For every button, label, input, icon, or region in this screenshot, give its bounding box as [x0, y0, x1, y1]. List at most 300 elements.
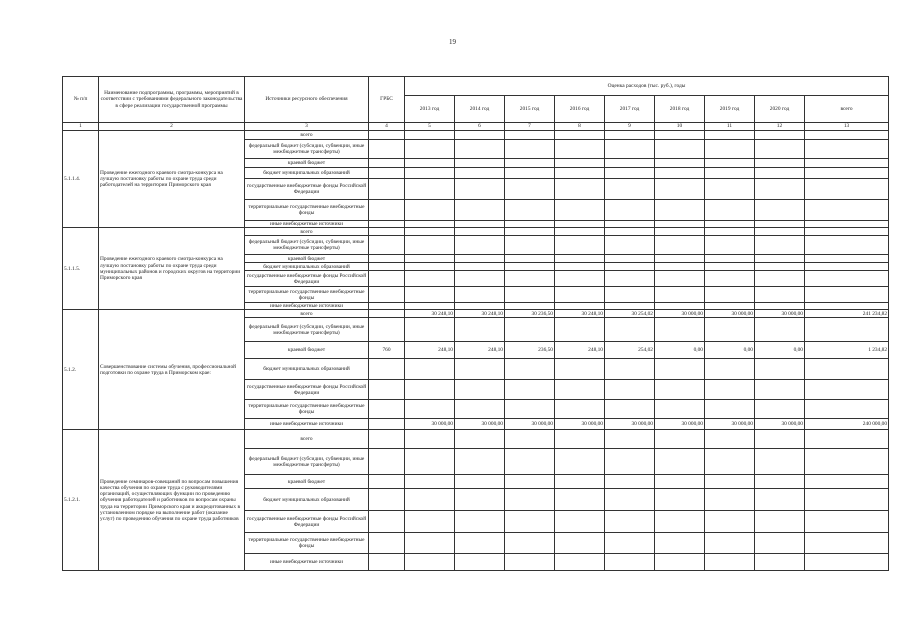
expense-value — [555, 263, 605, 271]
expense-value — [805, 131, 889, 140]
expense-value — [405, 131, 455, 140]
expense-value: 30 000,00 — [555, 419, 605, 430]
expense-value: 248,10 — [405, 342, 455, 359]
table-row — [63, 228, 889, 236]
expense-value — [705, 380, 755, 400]
expense-value: 30 254,02 — [605, 310, 655, 318]
expense-value: 30 000,00 — [455, 419, 505, 430]
expense-value — [455, 554, 505, 571]
grbs-code — [369, 140, 405, 159]
expense-value — [405, 140, 455, 159]
expense-value — [655, 359, 705, 380]
header-year: 2013 год — [405, 96, 455, 123]
expense-value — [455, 318, 505, 342]
expense-value — [405, 236, 455, 255]
funding-source: федеральный бюджет (субсидии, субвенции, иные межбюджетные трансферты) — [245, 140, 369, 159]
expense-value — [555, 159, 605, 168]
expense-value — [805, 263, 889, 271]
grbs-code — [369, 554, 405, 571]
grbs-code: 760 — [369, 342, 405, 359]
item-number: 5.1.1.4. — [63, 131, 99, 228]
expense-value — [705, 400, 755, 419]
header-year: 2018 год — [655, 96, 705, 123]
column-index: 7 — [505, 123, 555, 131]
expense-value — [505, 318, 555, 342]
funding-source: всего — [245, 430, 369, 449]
grbs-code — [369, 419, 405, 430]
expense-value — [705, 318, 755, 342]
expense-value — [755, 400, 805, 419]
header-year: 2014 год — [455, 96, 505, 123]
table-row — [63, 430, 889, 449]
expense-value: 30 000,00 — [655, 419, 705, 430]
expense-value — [805, 255, 889, 263]
grbs-code — [369, 271, 405, 287]
expense-value — [505, 131, 555, 140]
expense-value — [605, 271, 655, 287]
expense-value — [605, 228, 655, 236]
expense-value: 30 000,00 — [755, 419, 805, 430]
expense-value — [705, 131, 755, 140]
column-index: 8 — [555, 123, 605, 131]
expense-value — [605, 533, 655, 554]
expense-value — [755, 430, 805, 449]
expense-value — [805, 303, 889, 310]
expense-value — [505, 554, 555, 571]
expense-value — [655, 228, 705, 236]
expense-value — [555, 168, 605, 179]
funding-source: иные внебюджетные источники — [245, 221, 369, 228]
expense-value — [755, 228, 805, 236]
expense-value — [805, 554, 889, 571]
expense-value — [755, 140, 805, 159]
expense-value — [505, 140, 555, 159]
expense-value — [605, 263, 655, 271]
expense-value — [505, 179, 555, 200]
expense-value — [455, 380, 505, 400]
expense-value — [755, 271, 805, 287]
expense-value — [605, 380, 655, 400]
grbs-code — [369, 287, 405, 303]
expense-value — [505, 511, 555, 533]
expense-value — [405, 380, 455, 400]
expense-value — [505, 359, 555, 380]
expense-value — [505, 271, 555, 287]
funding-source: бюджет муниципальных образований — [245, 489, 369, 511]
expense-value — [705, 430, 755, 449]
expense-value — [405, 554, 455, 571]
expense-value: 30 000,00 — [505, 419, 555, 430]
grbs-code — [369, 511, 405, 533]
expense-value — [805, 533, 889, 554]
expense-value — [455, 159, 505, 168]
expense-value — [405, 271, 455, 287]
expense-value — [405, 287, 455, 303]
expense-value — [555, 359, 605, 380]
grbs-code — [369, 255, 405, 263]
header-year: 2015 год — [505, 96, 555, 123]
expense-value — [655, 179, 705, 200]
expense-value — [505, 449, 555, 475]
item-number: 5.1.1.5. — [63, 228, 99, 310]
grbs-code — [369, 318, 405, 342]
expense-value — [555, 140, 605, 159]
expense-value — [655, 131, 705, 140]
funding-source: краевой бюджет — [245, 342, 369, 359]
expense-value — [605, 236, 655, 255]
expense-value — [705, 359, 755, 380]
expense-value: 0,00 — [755, 342, 805, 359]
header-year: 2019 год — [705, 96, 755, 123]
expense-value — [655, 475, 705, 489]
expense-value — [505, 221, 555, 228]
expense-value — [555, 131, 605, 140]
header-name: Наименование подпрограммы, программы, мероприятий в соответствии с требованиями федерального законодательства в сфере реализации государственной программы — [99, 77, 245, 123]
header-num: № п/п — [63, 77, 99, 123]
expense-value: 30 000,00 — [705, 419, 755, 430]
expense-value — [555, 533, 605, 554]
expense-value — [455, 263, 505, 271]
funding-source: федеральный бюджет (субсидии, субвенции, иные межбюджетные трансферты) — [245, 318, 369, 342]
expense-value — [705, 533, 755, 554]
grbs-code — [369, 449, 405, 475]
grbs-code — [369, 131, 405, 140]
expense-value — [805, 359, 889, 380]
column-index: 1 — [63, 123, 99, 131]
expense-value: 30 000,00 — [405, 419, 455, 430]
grbs-code — [369, 400, 405, 419]
expense-value — [655, 263, 705, 271]
grbs-code — [369, 179, 405, 200]
funding-source: государственные внебюджетные фонды Российской Федерации — [245, 179, 369, 200]
funding-source: всего — [245, 131, 369, 140]
expense-value — [605, 400, 655, 419]
expense-value — [405, 359, 455, 380]
budget-table — [62, 76, 889, 571]
expense-value — [805, 489, 889, 511]
expense-value — [805, 221, 889, 228]
expense-value — [805, 179, 889, 200]
funding-source: территориальные государственные внебюджетные фонды — [245, 287, 369, 303]
expense-value — [705, 475, 755, 489]
expense-value — [455, 533, 505, 554]
funding-source: краевой бюджет — [245, 159, 369, 168]
expense-value — [455, 255, 505, 263]
expense-value — [455, 200, 505, 221]
column-index: 13 — [805, 123, 889, 131]
expense-value — [555, 287, 605, 303]
expense-value — [505, 430, 555, 449]
expense-value — [555, 318, 605, 342]
expense-value — [505, 200, 555, 221]
expense-value: 0,00 — [705, 342, 755, 359]
expense-value — [755, 159, 805, 168]
expense-value — [655, 449, 705, 475]
grbs-code — [369, 263, 405, 271]
expense-value — [605, 255, 655, 263]
expense-value — [505, 489, 555, 511]
expense-value — [605, 287, 655, 303]
grbs-code — [369, 475, 405, 489]
grbs-code — [369, 221, 405, 228]
expense-value — [655, 511, 705, 533]
grbs-code — [369, 489, 405, 511]
column-index: 2 — [99, 123, 245, 131]
column-index: 3 — [245, 123, 369, 131]
expense-value — [605, 221, 655, 228]
expense-value — [805, 168, 889, 179]
expense-value: 30 248,10 — [555, 310, 605, 318]
expense-value — [655, 271, 705, 287]
expense-value — [555, 236, 605, 255]
expense-value — [455, 303, 505, 310]
expense-value — [805, 200, 889, 221]
expense-value — [605, 511, 655, 533]
expense-value — [455, 511, 505, 533]
expense-value — [455, 400, 505, 419]
funding-source: территориальные государственные внебюджетные фонды — [245, 400, 369, 419]
expense-value — [805, 318, 889, 342]
expense-value: 240 000,00 — [805, 419, 889, 430]
expense-value — [755, 554, 805, 571]
expense-value — [755, 221, 805, 228]
expense-value — [605, 359, 655, 380]
expense-value — [705, 159, 755, 168]
expense-value — [505, 228, 555, 236]
funding-source: всего — [245, 310, 369, 318]
expense-value — [605, 168, 655, 179]
expense-value — [805, 140, 889, 159]
expense-value — [505, 533, 555, 554]
expense-value — [455, 271, 505, 287]
expense-value — [555, 271, 605, 287]
expense-value: 30 000,00 — [605, 419, 655, 430]
expense-value — [605, 449, 655, 475]
expense-value — [755, 179, 805, 200]
expense-value — [555, 255, 605, 263]
expense-value — [655, 255, 705, 263]
funding-source: государственные внебюджетные фонды Российской Федерации — [245, 380, 369, 400]
expense-value — [705, 271, 755, 287]
expense-value — [555, 400, 605, 419]
column-index-row — [63, 123, 889, 131]
expense-value — [755, 287, 805, 303]
header-source: Источники ресурсного обеспечения — [245, 77, 369, 123]
expense-value — [655, 140, 705, 159]
expense-value — [605, 200, 655, 221]
expense-value — [455, 236, 505, 255]
expense-value — [755, 359, 805, 380]
expense-value: 30 236,50 — [505, 310, 555, 318]
grbs-code — [369, 533, 405, 554]
expense-value — [655, 380, 705, 400]
expense-value — [655, 318, 705, 342]
grbs-code — [369, 430, 405, 449]
header-year: всего — [805, 96, 889, 123]
expense-value — [705, 179, 755, 200]
expense-value — [405, 475, 455, 489]
expense-value — [755, 511, 805, 533]
expense-value — [705, 511, 755, 533]
expense-value — [555, 221, 605, 228]
header-year: 2017 год — [605, 96, 655, 123]
item-number: 5.1.2. — [63, 310, 99, 430]
funding-source: бюджет муниципальных образований — [245, 359, 369, 380]
expense-value — [405, 533, 455, 554]
expense-value — [455, 179, 505, 200]
expense-value — [605, 554, 655, 571]
expense-value — [605, 140, 655, 159]
expense-value — [405, 318, 455, 342]
column-index: 10 — [655, 123, 705, 131]
funding-source: государственные внебюджетные фонды Российской Федерации — [245, 511, 369, 533]
funding-source: иные внебюджетные источники — [245, 554, 369, 571]
expense-value — [705, 449, 755, 475]
expense-value — [605, 179, 655, 200]
expense-value — [405, 400, 455, 419]
expense-value — [505, 303, 555, 310]
column-index: 6 — [455, 123, 505, 131]
expense-value — [455, 168, 505, 179]
expense-value — [555, 489, 605, 511]
expense-value — [505, 168, 555, 179]
expense-value — [655, 287, 705, 303]
item-number: 5.1.2.1. — [63, 430, 99, 571]
expense-value — [705, 554, 755, 571]
funding-source: всего — [245, 228, 369, 236]
expense-value — [455, 449, 505, 475]
expense-value — [805, 449, 889, 475]
expense-value — [655, 168, 705, 179]
header-year: 2016 год — [555, 96, 605, 123]
expense-value — [455, 489, 505, 511]
expense-value — [655, 236, 705, 255]
funding-source: краевой бюджет — [245, 475, 369, 489]
expense-value — [655, 430, 705, 449]
funding-source: государственные внебюджетные фонды Российской Федерации — [245, 271, 369, 287]
expense-value — [455, 475, 505, 489]
page-number: 19 — [449, 38, 456, 46]
column-index: 4 — [369, 123, 405, 131]
expense-value — [655, 303, 705, 310]
expense-value — [705, 140, 755, 159]
table-body — [63, 131, 889, 571]
expense-value — [655, 489, 705, 511]
expense-value — [405, 221, 455, 228]
expense-value — [405, 228, 455, 236]
expense-value — [555, 554, 605, 571]
expense-value — [605, 430, 655, 449]
expense-value — [505, 400, 555, 419]
expense-value — [705, 489, 755, 511]
expense-value — [505, 380, 555, 400]
expense-value — [755, 236, 805, 255]
expense-value — [605, 159, 655, 168]
expense-value — [455, 228, 505, 236]
expense-value — [405, 303, 455, 310]
funding-source: федеральный бюджет (субсидии, субвенции, иные межбюджетные трансферты) — [245, 449, 369, 475]
expense-value — [755, 168, 805, 179]
item-name: Проведение ежегодного краевого смотра-конкурса на лучшую постановку работы по охране труда среди муниципальных районов и городских округов на территории Приморского края — [99, 228, 245, 310]
expense-value — [405, 159, 455, 168]
expense-value — [705, 303, 755, 310]
grbs-code — [369, 236, 405, 255]
expense-value — [805, 400, 889, 419]
item-name: Проведение семинаров-совещаний по вопросам повышения качества обучения по охране труда с руководителями организаций, осуществляющих функции по проведению обучения работодателей и работников по вопросам охраны труда на территории Приморского края и аккредитованных в установленном порядке на выполнение работ (оказание услуг) по проведению обучения по охране труда работников — [99, 430, 245, 571]
expense-value — [755, 380, 805, 400]
expense-value — [505, 159, 555, 168]
expense-value — [805, 271, 889, 287]
table-row — [63, 131, 889, 140]
expense-value: 30 000,00 — [755, 310, 805, 318]
expense-value — [755, 318, 805, 342]
grbs-code — [369, 200, 405, 221]
expense-value — [405, 263, 455, 271]
expense-value — [705, 236, 755, 255]
grbs-code — [369, 359, 405, 380]
expense-value — [505, 287, 555, 303]
funding-source: территориальные государственные внебюджетные фонды — [245, 533, 369, 554]
column-index: 11 — [705, 123, 755, 131]
expense-value — [405, 489, 455, 511]
expense-value — [805, 511, 889, 533]
expense-value — [455, 287, 505, 303]
expense-value — [555, 475, 605, 489]
expense-value — [755, 449, 805, 475]
expense-value — [605, 475, 655, 489]
grbs-code — [369, 380, 405, 400]
expense-value — [755, 131, 805, 140]
grbs-code — [369, 310, 405, 318]
expense-value — [755, 263, 805, 271]
expense-value: 30 000,00 — [705, 310, 755, 318]
expense-value — [405, 511, 455, 533]
expense-value: 30 248,10 — [405, 310, 455, 318]
grbs-code — [369, 168, 405, 179]
expense-value — [705, 168, 755, 179]
expense-value — [505, 236, 555, 255]
expense-value: 30 248,10 — [455, 310, 505, 318]
expense-value — [705, 263, 755, 271]
expense-value: 248,10 — [555, 342, 605, 359]
column-index: 12 — [755, 123, 805, 131]
expense-value — [455, 140, 505, 159]
column-index: 9 — [605, 123, 655, 131]
expense-value — [455, 131, 505, 140]
expense-value — [555, 449, 605, 475]
expense-value — [455, 430, 505, 449]
expense-value — [705, 228, 755, 236]
expense-value — [405, 430, 455, 449]
expense-value — [605, 131, 655, 140]
expense-value — [705, 255, 755, 263]
expense-value: 0,00 — [655, 342, 705, 359]
funding-source: бюджет муниципальных образований — [245, 168, 369, 179]
grbs-code — [369, 303, 405, 310]
funding-source: иные внебюджетные источники — [245, 419, 369, 430]
expense-value — [655, 200, 705, 221]
expense-value — [505, 255, 555, 263]
expense-value — [405, 200, 455, 221]
expense-value — [455, 359, 505, 380]
expense-value: 30 000,00 — [655, 310, 705, 318]
expense-value — [555, 228, 605, 236]
table-row — [63, 310, 889, 318]
expense-value — [455, 221, 505, 228]
item-name: Проведение ежегодного краевого смотра-конкурса на лучшую постановку работы по охране труда среди работодателей на территории Приморского края — [99, 131, 245, 228]
expense-value — [405, 179, 455, 200]
expense-value — [755, 475, 805, 489]
